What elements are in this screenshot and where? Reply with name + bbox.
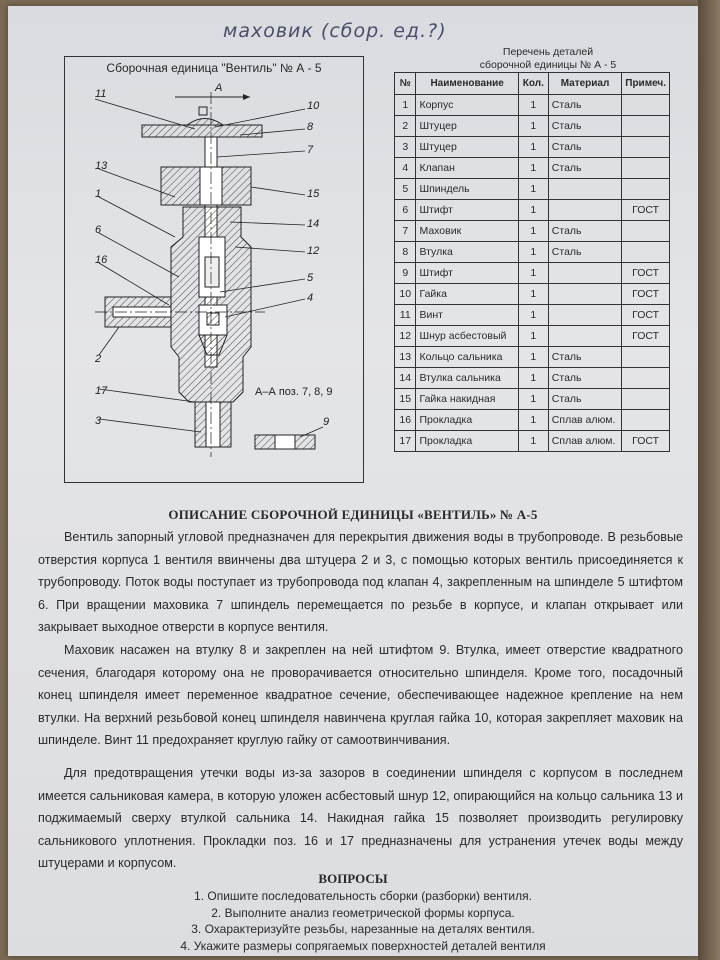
part-name: Гайка	[416, 284, 518, 305]
part-number: 5	[395, 179, 416, 200]
callout-10: 10	[307, 100, 320, 112]
callout-6: 6	[95, 224, 102, 236]
part-qty: 1	[518, 179, 548, 200]
part-material: Сталь	[548, 368, 621, 389]
part-name: Втулка сальника	[416, 368, 518, 389]
part-note	[622, 410, 670, 431]
callout-14: 14	[307, 218, 320, 230]
description-paragraph-2	[38, 639, 683, 752]
assembly-drawing	[64, 56, 364, 483]
part-number: 1	[395, 95, 416, 116]
part-material: Сталь	[548, 116, 621, 137]
part-number: 7	[395, 221, 416, 242]
part-material: Сплав алюм.	[548, 410, 621, 431]
callout-17: 17	[95, 385, 108, 397]
part-name: Шпиндель	[416, 179, 518, 200]
part-note: ГОСТ	[622, 326, 670, 347]
part-qty: 1	[518, 326, 548, 347]
callout-1: 1	[95, 188, 102, 200]
part-note: ГОСТ	[622, 284, 670, 305]
part-note	[622, 95, 670, 116]
part-name: Прокладка	[416, 410, 518, 431]
parts-caption-line1: Перечень деталей	[502, 46, 594, 58]
part-note	[622, 389, 670, 410]
col-note: Примеч.	[622, 73, 670, 95]
part-note	[622, 158, 670, 179]
callout-5: 5	[307, 272, 314, 284]
part-number: 10	[395, 284, 416, 305]
callout-16: 16	[95, 254, 108, 266]
part-name: Штуцер	[416, 116, 518, 137]
callout-9: 9	[323, 416, 330, 428]
parts-row	[395, 284, 670, 305]
callout-4: 4	[307, 292, 314, 304]
part-qty: 1	[518, 431, 548, 452]
parts-row	[395, 347, 670, 368]
part-material	[548, 305, 621, 326]
parts-row	[395, 305, 670, 326]
paragraph-2-text: Маховик насажен на втулку 8 и закреплен на ней штифтом 9. Втулка, имеет отверстие квадратного сечения, благодаря которому она не проворачивается относительно шпинделя. Кроме того, посадочный конец шпинделя имеет переменное квадратное сечение, обеспечивающее надежное крепление на нем втулки. На верхний резьбовой конец шпинделя навинчена круглая гайка 10, которая закрепляет маховик на шпинделе. Винт 11 предохраняет круглую гайку от самоотвинчивания.	[38, 643, 683, 748]
part-qty: 1	[518, 284, 548, 305]
part-note: ГОСТ	[622, 263, 670, 284]
part-note	[622, 221, 670, 242]
part-number: 8	[395, 242, 416, 263]
parts-row	[395, 200, 670, 221]
question-item: 3. Охарактеризуйте резьбы, нарезанные на деталях вентиля.	[191, 922, 535, 936]
part-material	[548, 263, 621, 284]
paragraph-3-text: Для предотвращения утечки воды из-за зазоров в соединении шпинделя с корпусом в последнем имеется сальниковая камера, в которую уложен асбестовый шнур 12, опирающийся на кольцо сальника 13 и поджимаемый сверху втулкой сальника 14. Накидная гайка 15 позволяет производить регулировку сальникового уплотнения. Прокладки поз. 16 и 17 предназначены для устранения утечек воды между штуцерами и корпусом.	[38, 766, 683, 871]
part-name: Шнур асбестовый	[416, 326, 518, 347]
callout-7: 7	[307, 144, 314, 156]
part-number: 3	[395, 137, 416, 158]
part-qty: 1	[518, 95, 548, 116]
paragraph-1-text: Вентиль запорный угловой предназначен для перекрытия движения воды в трубопроводе. В резьбовые отверстия корпуса 1 вентиля ввинчены два штуцера 2 и 3, с помощью которых вентиль присоединяется к трубопроводу. Поток воды поступает из трубопровода под клапан 4, закрепленным на шпинделе 5 штифтом 6. При вращении маховика 7 шпиндель перемещается по резьбе в корпусе, и клапан открывает или закрывает выходное отверсти в корпусе вентиля.	[38, 530, 683, 635]
part-material: Сталь	[548, 242, 621, 263]
part-qty: 1	[518, 158, 548, 179]
part-name: Гайка накидная	[416, 389, 518, 410]
valve-drawing-svg	[65, 57, 363, 482]
part-qty: 1	[518, 116, 548, 137]
part-qty: 1	[518, 410, 548, 431]
parts-row	[395, 368, 670, 389]
parts-row	[395, 221, 670, 242]
description-title: ОПИСАНИЕ СБОРОЧНОЙ ЕДИНИЦЫ «ВЕНТИЛЬ» № А-5	[168, 507, 538, 522]
part-name: Втулка	[416, 242, 518, 263]
part-qty: 1	[518, 221, 548, 242]
part-qty: 1	[518, 242, 548, 263]
part-name: Корпус	[416, 95, 518, 116]
section-label: А–А поз. 7, 8, 9	[255, 386, 333, 398]
parts-list-table	[394, 72, 670, 452]
col-material: Материал	[548, 73, 621, 95]
part-number: 2	[395, 116, 416, 137]
question-item: 1. Опишите последовательность сборки (разборки) вентиля.	[194, 889, 532, 903]
part-note	[622, 242, 670, 263]
col-number: №	[395, 73, 416, 95]
part-name: Прокладка	[416, 431, 518, 452]
questions-list	[128, 888, 598, 954]
questions-title: ВОПРОСЫ	[318, 871, 388, 886]
callout-11: 11	[95, 88, 107, 100]
part-qty: 1	[518, 368, 548, 389]
part-note: ГОСТ	[622, 200, 670, 221]
parts-row	[395, 389, 670, 410]
drawing-title: Сборочная единица "Вентиль" № А - 5	[106, 61, 322, 75]
part-number: 15	[395, 389, 416, 410]
part-material	[548, 179, 621, 200]
part-qty: 1	[518, 389, 548, 410]
part-qty: 1	[518, 263, 548, 284]
part-note	[622, 368, 670, 389]
part-material: Сталь	[548, 95, 621, 116]
part-name: Винт	[416, 305, 518, 326]
col-qty: Кол.	[518, 73, 548, 95]
question-item: 4. Укажите размеры сопрягаемых поверхностей деталей вентиля	[180, 938, 546, 953]
part-material	[548, 326, 621, 347]
callout-13: 13	[95, 160, 108, 172]
parts-row	[395, 116, 670, 137]
part-number: 11	[395, 305, 416, 326]
callout-15: 15	[307, 188, 320, 200]
part-note	[622, 137, 670, 158]
part-number: 17	[395, 431, 416, 452]
part-material: Сплав алюм.	[548, 431, 621, 452]
parts-row	[395, 179, 670, 200]
part-material: Сталь	[548, 347, 621, 368]
binder-edge	[698, 0, 720, 960]
part-material	[548, 284, 621, 305]
part-name: Штифт	[416, 263, 518, 284]
callout-12: 12	[307, 245, 320, 257]
parts-row	[395, 326, 670, 347]
parts-row	[395, 431, 670, 452]
part-material: Сталь	[548, 389, 621, 410]
part-name: Штифт	[416, 200, 518, 221]
part-qty: 1	[518, 347, 548, 368]
parts-header-row	[395, 73, 670, 95]
part-number: 16	[395, 410, 416, 431]
part-number: 6	[395, 200, 416, 221]
document-sheet	[8, 6, 698, 956]
parts-row	[395, 137, 670, 158]
parts-list-caption	[448, 46, 648, 72]
part-note	[622, 179, 670, 200]
parts-caption-line2: сборочной единицы № А - 5	[479, 59, 617, 71]
part-name: Маховик	[416, 221, 518, 242]
callout-8: 8	[307, 121, 314, 133]
part-number: 13	[395, 347, 416, 368]
part-qty: 1	[518, 200, 548, 221]
part-name: Штуцер	[416, 137, 518, 158]
part-number: 12	[395, 326, 416, 347]
part-number: 14	[395, 368, 416, 389]
description-paragraph-3	[38, 762, 683, 875]
part-note	[622, 116, 670, 137]
callout-2: 2	[95, 353, 102, 365]
handwritten-note: маховик (сбор. ед.?)	[223, 20, 447, 42]
parts-row	[395, 95, 670, 116]
part-material: Сталь	[548, 221, 621, 242]
question-item: 2. Выполните анализ геометрической формы корпуса.	[211, 905, 515, 920]
part-note: ГОСТ	[622, 305, 670, 326]
part-name: Клапан	[416, 158, 518, 179]
part-number: 4	[395, 158, 416, 179]
part-material: Сталь	[548, 158, 621, 179]
parts-row	[395, 242, 670, 263]
part-number: 9	[395, 263, 416, 284]
parts-row	[395, 158, 670, 179]
part-qty: 1	[518, 137, 548, 158]
parts-row	[395, 263, 670, 284]
section-mark: А	[215, 82, 223, 94]
part-material	[548, 200, 621, 221]
part-name: Кольцо сальника	[416, 347, 518, 368]
parts-row	[395, 410, 670, 431]
description-paragraph-1	[38, 526, 683, 639]
callout-3: 3	[95, 415, 102, 427]
part-note: ГОСТ	[622, 431, 670, 452]
part-note	[622, 347, 670, 368]
part-material: Сталь	[548, 137, 621, 158]
col-name: Наименование	[416, 73, 518, 95]
part-qty: 1	[518, 305, 548, 326]
